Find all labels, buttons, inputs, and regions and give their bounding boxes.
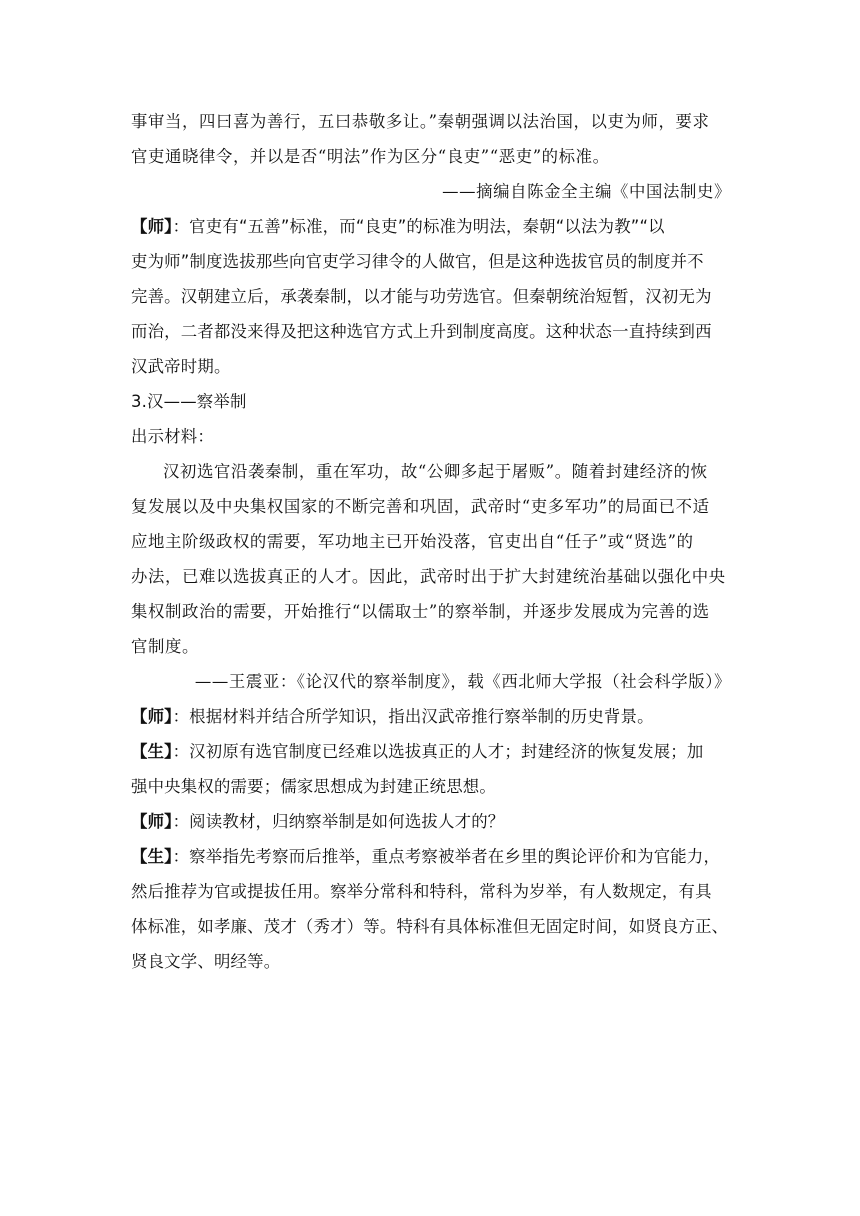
text-line: 事审当，四曰喜为善行，五曰恭敬多让。”秦朝强调以法治国，以吏为师，要求 (131, 112, 710, 131)
text-line: 体标准，如孝廉、茂才（秀才）等。特科有具体标准但无固定时间，如贤良方正、 (131, 917, 729, 936)
speaker-label: 【师】 (131, 217, 173, 236)
teacher-line (131, 217, 731, 237)
text-span: ：汉初原有选官制度已经难以选拔真正的人才；封建经济的恢复发展；加 (172, 742, 704, 761)
section-heading: 3.汉——察举制 (131, 392, 247, 411)
quote-line: 官制度。 (131, 637, 199, 656)
text-span: ：阅读教材，归纳察举制是如何选拔人才的？ (172, 812, 505, 831)
material-label: 出示材料： (131, 427, 214, 446)
quote-line: 复发展以及中央集权国家的不断完善和巩固，武帝时“吏多军功”的局面已不适 (131, 497, 710, 516)
text-line: 汉武帝时期。 (131, 357, 231, 376)
text-line: 然后推荐为官或提拔任用。察举分常科和特科，常科为岁举，有人数规定，有具 (131, 882, 712, 901)
speaker-label: 【师】 (131, 707, 173, 726)
teacher-line (131, 812, 731, 832)
source-citation: ——摘编自陈金全主编《中国法制史》 (442, 182, 731, 201)
quote-line: 汉初选官沿袭秦制，重在军功，故“公卿多起于屠贩”。随着封建经济的恢 (163, 462, 708, 481)
quote-line: 应地主阶级政权的需要，军功地主已开始没落，官吏出自“任子”或“贤选”的 (131, 532, 694, 551)
text-line: 贤良文学、明经等。 (131, 952, 281, 971)
speaker-label: 【师】 (131, 812, 173, 831)
student-line (131, 847, 731, 867)
text-line: 吏为师”制度选拔那些向官吏学习律令的人做官，但是这种选拔官员的制度并不 (131, 252, 704, 271)
quote-line: 集权制政治的需要，开始推行“以儒取士”的察举制，并逐步发展成为完善的选 (131, 602, 710, 621)
student-line (131, 742, 731, 762)
text-line: 官吏通晓律令，并以是否“明法”作为区分“良吏”“恶吏”的标准。 (131, 147, 610, 166)
text-line: 而治，二者都没来得及把这种选官方式上升到制度高度。这种状态一直持续到西 (131, 322, 712, 341)
text-span: ：根据材料并结合所学知识，指出汉武帝推行察举制的历史背景。 (172, 707, 654, 726)
quote-line: 办法，已难以选拔真正的人才。因此，武帝时出于扩大封建统治基础以强化中央 (131, 567, 726, 586)
speaker-label: 【生】 (131, 742, 173, 761)
text-line: 强中央集权的需要；儒家思想成为封建正统思想。 (131, 777, 496, 796)
text-line: 完善。汉朝建立后，承袭秦制，以才能与功劳选官。但秦朝统治短暂，汉初无为 (131, 287, 712, 306)
teacher-line (131, 707, 731, 727)
speaker-label: 【生】 (131, 847, 173, 866)
text-span: ：察举指先考察而后推举，重点考察被举者在乡里的舆论评价和为官能力， (172, 847, 721, 866)
source-citation: ——王震亚：《论汉代的察举制度》，载《西北师大学报（社会科学版）》 (194, 672, 731, 691)
text-span: ：官吏有“五善”标准，而“良吏”的标准为明法，秦朝“以法为教”“以 (172, 217, 665, 236)
